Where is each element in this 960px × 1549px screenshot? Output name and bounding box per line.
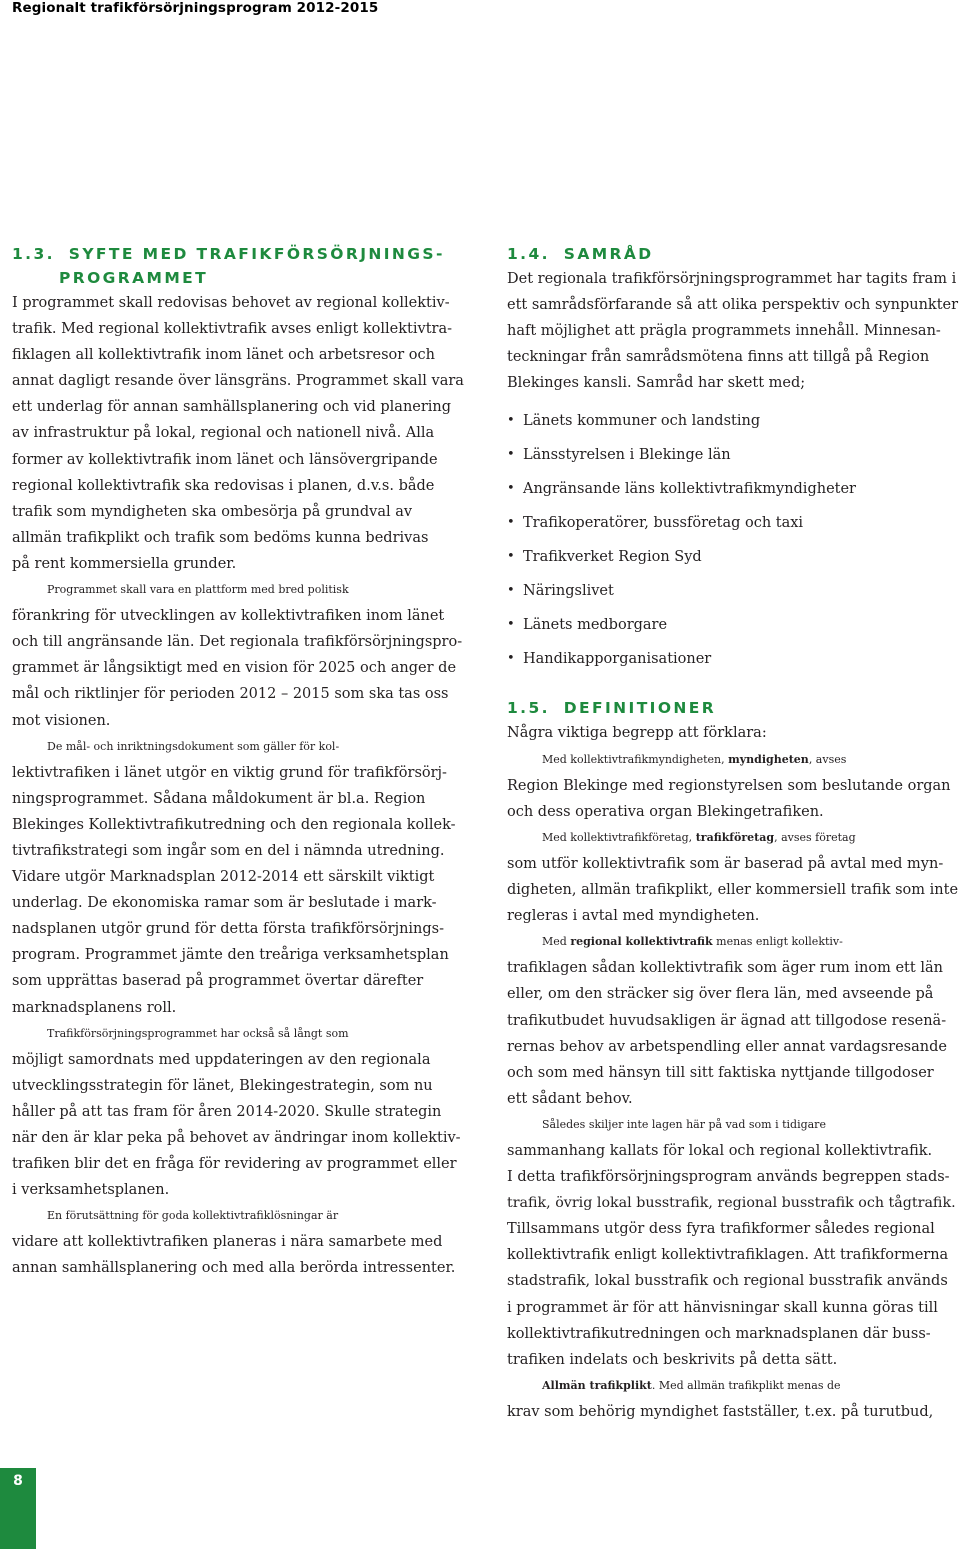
- body-line: ett sådant behov.: [507, 1090, 633, 1107]
- body-line: ett samrådsförfarande så att olika perspektiv och synpunkter: [507, 297, 959, 314]
- body-line: vidare att kollektivtrafiken planeras i nära samarbete med: [12, 1234, 443, 1251]
- list-item: • Länets medborgare: [507, 608, 960, 642]
- term-myndigheten: myndigheten: [728, 752, 809, 766]
- body-line: Blekinges Kollektivtrafikutredning och den regionala kollek-: [12, 816, 456, 833]
- left-column: [12, 242, 474, 1282]
- list-item: • Trafikverket Region Syd: [507, 540, 960, 574]
- body-line: rernas behov av arbetspendling eller annat vardagsresande: [507, 1038, 947, 1055]
- body-line: lektivtrafiken i länet utgör en viktig grund för trafikförsörj-: [12, 764, 447, 781]
- definition-line: Med kollektivtrafikföretag, trafikföretag, avses företag: [542, 830, 856, 844]
- section-number: 1.3.: [12, 245, 55, 263]
- page-number: 8: [13, 1473, 23, 1489]
- body-line: ett underlag för annan samhällsplanering och vid planering: [12, 399, 452, 416]
- body-line: regional kollektivtrafik ska redovisas i planen, d.v.s. både: [12, 477, 435, 494]
- body-line: Region Blekinge med regionstyrelsen som beslutande organ: [507, 777, 951, 794]
- body-line: marknadsplanens roll.: [12, 999, 177, 1016]
- section-heading-1-4: 1.4. SAMRÅD: [507, 245, 654, 263]
- body-line: haft möjlighet att prägla programmets innehåll. Minnesan-: [507, 323, 941, 340]
- body-line: möjligt samordnats med uppdateringen av den regionala: [12, 1051, 431, 1068]
- body-line: krav som behörig myndighet fastställer, t.ex. på turutbud,: [507, 1403, 934, 1420]
- consultation-list: [507, 404, 960, 676]
- body-line: annat dagligt resande över länsgräns. Programmet skall vara: [12, 373, 464, 390]
- right-column: [507, 242, 960, 1425]
- list-item: • Länsstyrelsen i Blekinge län: [507, 438, 960, 472]
- term-regional-kollektivtrafik: regional kollektivtrafik: [570, 935, 713, 949]
- body-line: i verksamhetsplanen.: [12, 1182, 170, 1199]
- list-item: • Handikapporganisationer: [507, 642, 960, 676]
- body-line: digheten, allmän trafikplikt, eller kommersiell trafik som inte: [507, 882, 959, 899]
- section-heading-1-3: [12, 242, 474, 290]
- body-line: när den är klar peka på behovet av ändringar inom kollektiv-: [12, 1130, 461, 1146]
- body-line: program. Programmet jämte den treåriga verksamhetsplan: [12, 947, 449, 964]
- body-line: stadstrafik, lokal busstrafik och regional busstrafik används: [507, 1273, 948, 1290]
- heading-line-2: PROGRAMMET: [59, 269, 209, 287]
- body-line: utvecklingsstrategin för länet, Blekingestrategin, som nu: [12, 1077, 433, 1094]
- body-line: I programmet skall redovisas behovet av regional kollektiv-: [12, 295, 450, 311]
- body-line: trafiken indelats och beskrivits på detta sätt.: [507, 1351, 838, 1368]
- body-line: annan samhällsplanering och med alla berörda intressenter.: [12, 1260, 456, 1277]
- body-line: sammanhang kallats för lokal och regional kollektivtrafik.: [507, 1142, 933, 1159]
- body-line: mot visionen.: [12, 712, 111, 729]
- body-line: trafik. Med regional kollektivtrafik avses enligt kollektivtra-: [12, 321, 453, 338]
- list-item: • Angränsande läns kollektivtrafikmyndigheter: [507, 472, 960, 506]
- body-line: grammet är långsiktigt med en vision för 2025 och anger de: [12, 660, 457, 677]
- body-line: teckningar från samrådsmötena finns att tillgå på Region: [507, 349, 930, 366]
- definition-line: Med regional kollektivtrafik menas enligt kollektiv-: [542, 935, 843, 949]
- section-number: 1.5.: [507, 699, 550, 718]
- body-line: Trafikförsörjningsprogrammet har också så långt som: [47, 1026, 349, 1040]
- body-line: trafik, övrig lokal busstrafik, regional busstrafik och tågtrafik.: [507, 1195, 956, 1212]
- body-line: kollektivtrafikutredningen och marknadsplanen där buss-: [507, 1325, 931, 1342]
- body-line: underlag. De ekonomiska ramar som är beslutade i mark-: [12, 895, 437, 912]
- definition-line: Allmän trafikplikt. Med allmän trafikplikt menas de: [542, 1378, 841, 1392]
- running-head: Regionalt trafikförsörjningsprogram 2012-2015: [12, 0, 379, 16]
- body-line: trafiken blir det en fråga för revidering av programmet eller: [12, 1156, 457, 1173]
- body-line: tivtrafikstrategi som ingår som en del i nämnda utredning.: [12, 842, 445, 859]
- body-line: trafiklagen sådan kollektivtrafik som äger rum inom ett län: [507, 960, 943, 977]
- section-number: 1.4.: [507, 245, 550, 263]
- body-line: Tillsammans utgör dess fyra trafikformer således regional: [507, 1221, 935, 1238]
- body-line: och till angränsande län. Det regionala trafikförsörjningspro-: [12, 634, 463, 651]
- body-line: Det regionala trafikförsörjningsprogrammet har tagits fram i: [507, 271, 957, 287]
- list-item: • Länets kommuner och landsting: [507, 404, 960, 438]
- definition-line: Med kollektivtrafikmyndigheten, myndigheten, avses: [542, 752, 847, 766]
- body-line: eller, om den sträcker sig över flera län, med avseende på: [507, 986, 934, 1003]
- body-line: på rent kommersiella grunder.: [12, 555, 237, 572]
- body-line: De mål- och inriktningsdokument som gäller för kol-: [47, 739, 340, 753]
- body-line: som upprättas baserad på programmet övertar därefter: [12, 973, 424, 990]
- body-line: förankring för utvecklingen av kollektivtrafiken inom länet: [12, 608, 445, 625]
- list-item: • Trafikoperatörer, bussföretag och taxi: [507, 506, 960, 540]
- body-line: En förutsättning för goda kollektivtrafiklösningar är: [47, 1209, 339, 1223]
- body-line: Blekinges kansli. Samråd har skett med;: [507, 375, 806, 392]
- body-line: I detta trafikförsörjningsprogram används begreppen stads-: [507, 1169, 950, 1186]
- body-line: och dess operativa organ Blekingetrafiken.: [507, 803, 824, 820]
- term-allman-trafikplikt: Allmän trafikplikt: [542, 1378, 652, 1392]
- body-line: former av kollektivtrafik inom länet och länsövergripande: [12, 451, 438, 468]
- body-line: i programmet är för att hänvisningar skall kunna göras till: [507, 1299, 938, 1316]
- body-line: kollektivtrafik enligt kollektivtrafiklagen. Att trafikformerna: [507, 1247, 949, 1264]
- list-item: • Näringslivet: [507, 574, 960, 608]
- body-line: håller på att tas fram för åren 2014-2020. Skulle strategin: [12, 1103, 442, 1120]
- body-line: Således skiljer inte lagen här på vad som i tidigare: [542, 1117, 826, 1131]
- body-line: av infrastruktur på lokal, regional och nationell nivå. Alla: [12, 425, 435, 442]
- body-line: allmän trafikplikt och trafik som bedöms kunna bedrivas: [12, 529, 429, 546]
- body-line: Programmet skall vara en plattform med bred politisk: [47, 583, 349, 597]
- body-line: fiklagen all kollektivtrafik inom länet och arbetsresor och: [12, 347, 435, 364]
- term-trafikforetag: trafikföretag: [695, 830, 775, 844]
- heading-line-1: 1.3. SYFTE MED TRAFIKFÖRSÖRJNINGS-: [12, 245, 445, 263]
- body-line: trafik som myndigheten ska ombesörja på grundval av: [12, 503, 413, 520]
- section-heading-1-5: 1.5. DEFINITIONER: [507, 699, 717, 718]
- body-line: trafikutbudet huvudsakligen är ägnad att tillgodose resenä-: [507, 1012, 947, 1029]
- body-line: mål och riktlinjer för perioden 2012 – 2015 som ska tas oss: [12, 686, 449, 703]
- body-line: regleras i avtal med myndigheten.: [507, 908, 760, 925]
- body-line: ningsprogrammet. Sådana måldokument är bl.a. Region: [12, 790, 426, 807]
- body-line: Några viktiga begrepp att förklara:: [507, 725, 767, 742]
- body-line: Vidare utgör Marknadsplan 2012-2014 ett särskilt viktigt: [12, 869, 435, 886]
- body-line: som utför kollektivtrafik som är baserad på avtal med myn-: [507, 855, 944, 872]
- body-line: nadsplanen utgör grund för detta första trafikförsörjnings-: [12, 921, 445, 938]
- body-line: och som med hänsyn till sitt faktiska nyttjande tillgodoser: [507, 1064, 934, 1081]
